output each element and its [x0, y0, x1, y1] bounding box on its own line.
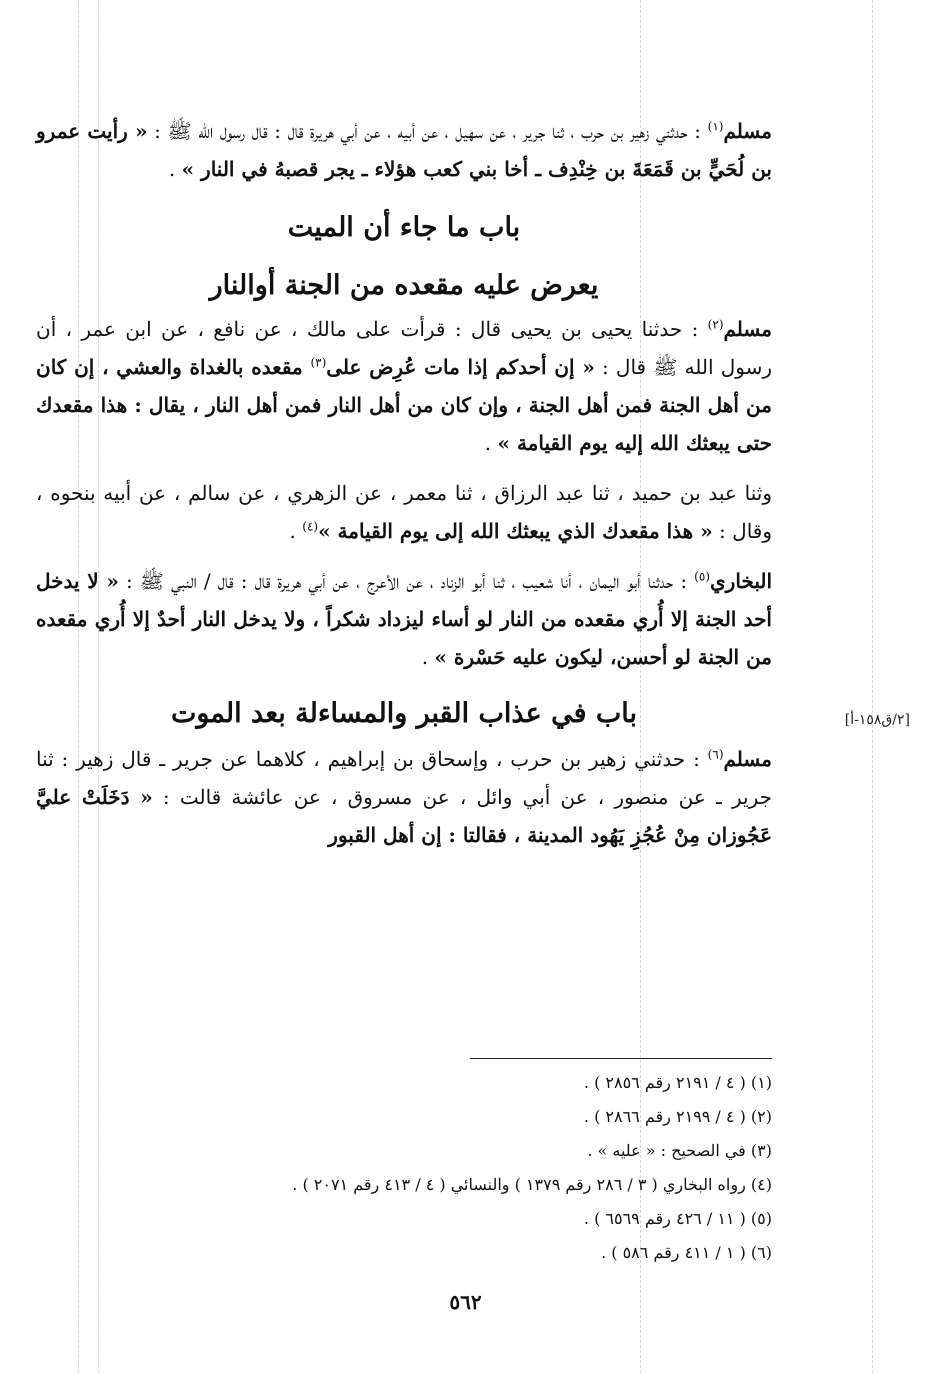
footnote-ref[interactable]: (٣) — [310, 355, 327, 370]
footnote-ref[interactable]: (٦) — [707, 747, 724, 762]
isnad-text: : حدثني زهير بن حرب ، ثنا جرير ، عن سهيل ، عن أبيه ، عن أبي هريرة قال : قال رسول الله ﷺ : — [147, 119, 708, 143]
footnote: (٤) رواه البخاري ( ٣ / ٢٨٦ رقم ١٣٧٩ ) والنسائي ( ٤ / ٤١٣ رقم ٢٠٧١ ) . — [292, 1175, 772, 1194]
hadith-paragraph-3: وثنا عبد بن حميد ، ثنا عبد الرزاق ، ثنا معمر ، عن الزهري ، عن سالم ، عن أبيه بنحوه ، وقال : « هذا مقعدك الذي يبعثك الله إلى يوم القيامة »$^{(٤)}$ . — [36, 481, 772, 543]
isnad-text: وثنا عبد بن حميد ، ثنا عبد الرزاق ، ثنا معمر ، عن الزهري ، عن سالم ، عن أبيه بنحوه ، وقال : — [36, 481, 772, 543]
hadith-text: « إن أحدكم إذا مات عُرِض على — [326, 355, 595, 379]
hadith-text: « رأيت عمرو بن لُحَيٍّ بن قَمَعَةَ بن خِنْدِف ـ أخا بني كعب هؤلاء ـ يجر قصبهُ في النار » — [36, 119, 772, 181]
manuscript-folio-note: [٢/ق١٥٨-أ] — [844, 712, 910, 728]
footnote-ref[interactable]: (٤) — [302, 519, 319, 534]
isnad-text: : حدثنا يحيى بن يحيى قال : قرأت على مالك ، عن نافع ، عن ابن عمر ، أن رسول الله ﷺ قال : — [36, 317, 772, 379]
chapter-heading-2: باب في عذاب القبر والمساءلة بعد الموت — [170, 698, 638, 729]
footnote-ref[interactable]: (٢) — [707, 317, 724, 332]
footnote: (١) ( ٤ / ٢١٩١ رقم ٢٨٥٦ ) . — [583, 1073, 772, 1092]
isnad-text: : حدثني زهير بن حرب ، وإسحاق بن إبراهيم ، كلاهما عن جرير ـ قال زهير : ثنا جرير ـ عن منصور ، عن أبي وائل ، عن مسروق ، عن عائشة قالت : — [36, 747, 772, 809]
footnotes — [36, 1066, 772, 1270]
main-text — [36, 112, 772, 854]
source-name: مسلم — [723, 747, 772, 771]
footnote: (٣) في الصحيح : « عليه » . — [587, 1141, 772, 1160]
hadith-paragraph-1: مسلم$^{(١)}$ : حدثني زهير بن حرب ، ثنا جرير ، عن سهيل ، عن أبيه ، عن أبي هريرة قال : قال رسول الله ﷺ : « رأيت عمرو بن لُحَيٍّ بن قَمَعَةَ بن خِنْدِف ـ أخا بني كعب هؤلاء ـ يجر قصبهُ في النار » . — [36, 119, 772, 181]
footnote: (٦) ( ١ / ٤١١ رقم ٥٨٦ ) . — [601, 1243, 772, 1262]
isnad-text: : حدثنا أبو اليمان ، أنا شعيب ، ثنا أبو الزناد ، عن الأعرج ، عن أبي هريرة قال : قال / النبي ﷺ : — [118, 569, 695, 593]
footnote: (٢) ( ٤ / ٢١٩٩ رقم ٢٨٦٦ ) . — [583, 1107, 772, 1126]
hadith-paragraph-4: البخاري$^{(٥)}$ : حدثنا أبو اليمان ، أنا شعيب ، ثنا أبو الزناد ، عن الأعرج ، عن أبي هريرة قال : قال / النبي ﷺ : « لا يدخل أحد الجنة إلا أُري مقعده من النار لو أساء ليزداد شكراً ، ولا يدخل النار أحدٌ إلا أُري مقعده من الجنة لو أحسن، ليكون عليه حَسْرة » . — [36, 569, 773, 669]
footnote: (٥) ( ١١ / ٤٢٦ رقم ٦٥٦٩ ) . — [583, 1209, 772, 1228]
source-name: مسلم — [723, 317, 772, 341]
footnote-ref[interactable]: (٥) — [694, 569, 710, 584]
hadith-text: « لا يدخل أحد الجنة إلا أُري مقعده من النار لو أساء ليزداد شكراً ، ولا يدخل النار أحدٌ إلا أُري مقعده من الجنة لو أحسن، ليكون عليه حَسْرة » — [36, 569, 772, 669]
chapter-heading-line-1: باب ما جاء أن الميت — [287, 212, 521, 243]
page-number: ٥٦٢ — [449, 1290, 482, 1314]
hadith-paragraph-2: مسلم$^{(٢)}$ : حدثنا يحيى بن يحيى قال : قرأت على مالك ، عن نافع ، عن ابن عمر ، أن رسول الله ﷺ قال : « إن أحدكم إذا مات عُرِض على$^{(٣)}$ مقعده بالغداة والعشي ، إن كان من أهل الجنة فمن أهل الجنة ، وإن كان من أهل النار فمن أهل النار ، يقال : هذا مقعدك حتى يبعثك الله إليه يوم القيامة » . — [36, 317, 772, 455]
hadith-text: « هذا مقعدك الذي يبعثك الله إلى يوم القيامة » — [318, 519, 713, 543]
hadith-text: « دَخَلَتْ عليَّ عَجُوزان مِنْ عُجُزِ يَهُود المدينة ، فقالتا : إن أهل القبور — [36, 785, 772, 847]
scan-artifact-line — [872, 0, 873, 1373]
hadith-paragraph-5 — [36, 740, 772, 854]
source-name: مسلم — [723, 119, 772, 143]
chapter-heading-line-2: يعرض عليه مقعده من الجنة أوالنار — [209, 270, 599, 301]
footnote-ref[interactable]: (١) — [707, 119, 724, 134]
footnote-divider — [470, 1058, 772, 1059]
hadith-text-cont: مقعده بالغداة والعشي ، إن كان من أهل الجنة فمن أهل الجنة ، وإن كان من أهل النار فمن أهل النار ، يقال : هذا مقعدك حتى يبعثك الله إليه يوم القيامة » — [36, 355, 772, 455]
source-name: البخاري — [710, 569, 773, 593]
